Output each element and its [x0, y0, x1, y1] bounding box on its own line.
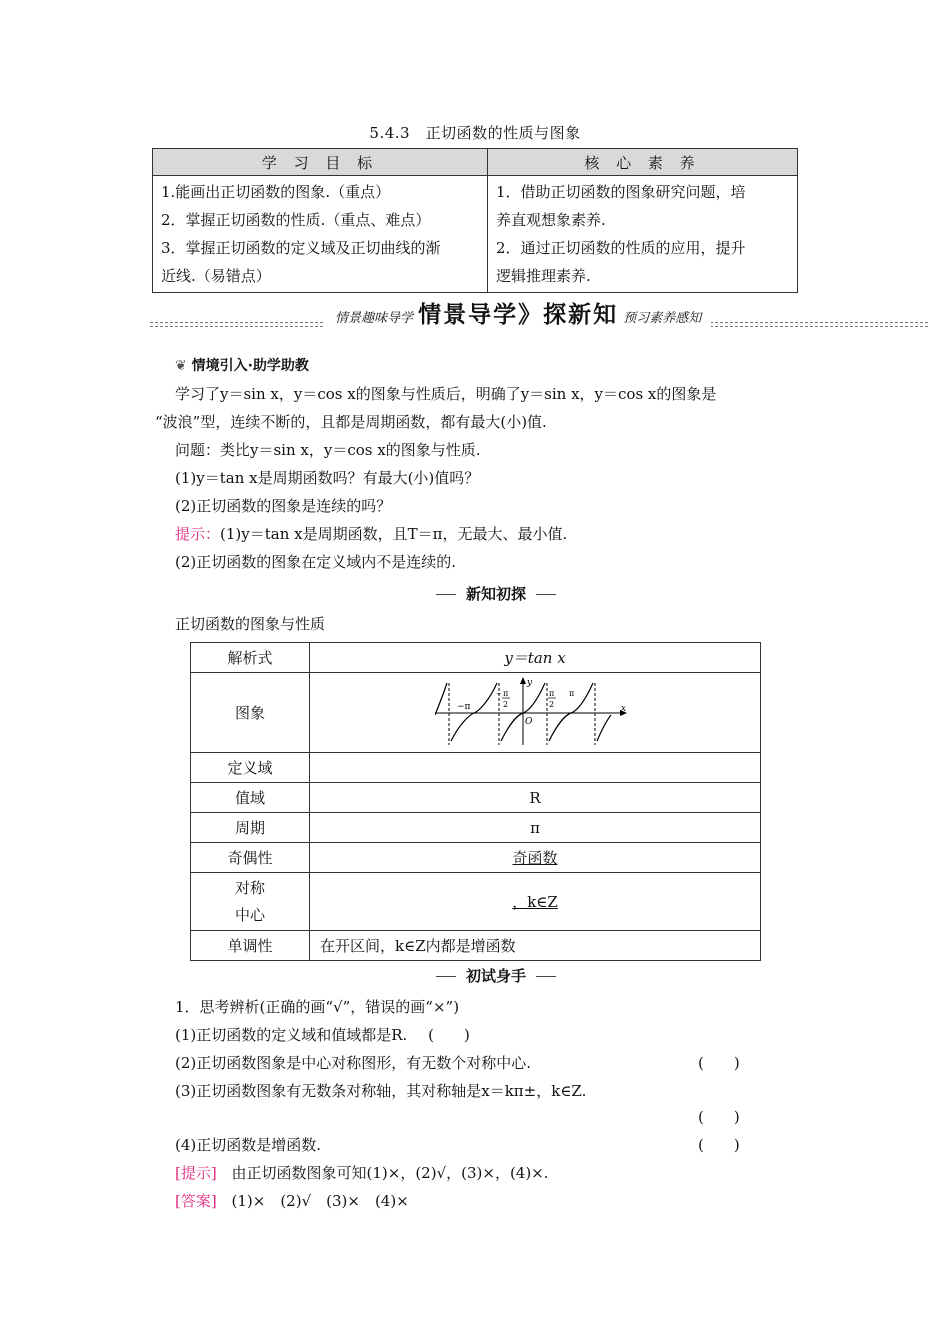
tangent-graph-cell	[310, 673, 761, 753]
hint-label: 提示：	[175, 525, 221, 543]
prop-key: 单调性	[191, 931, 310, 961]
pi-over-2-numerator: π	[549, 688, 555, 698]
tangent-branch	[451, 683, 497, 741]
intro-line: (2)正切函数的图象在定义域内不是连续的.	[175, 553, 457, 571]
prop-key: 图象	[191, 673, 310, 753]
banner-arrow-icon: 》	[518, 302, 544, 328]
goal-line: 近线.（易错点）	[161, 267, 271, 285]
quiz-hint: [提示] 由正切函数图象可知(1)×，(2)√，(3)×，(4)×.	[175, 1164, 549, 1182]
literacy-line: 养直观想象素养.	[496, 211, 606, 229]
goals-left-cell	[153, 176, 488, 293]
x-axis-label: x	[621, 703, 627, 714]
quiz-item: (4)正切函数是增函数.	[175, 1136, 322, 1154]
tangent-branch	[435, 683, 447, 715]
pi-label: π	[569, 688, 575, 698]
neg-sign-label: −	[496, 689, 502, 698]
prop-key: 周期	[191, 813, 310, 843]
goal-line: 3．掌握正切函数的定义域及正切曲线的渐	[161, 239, 441, 257]
pi-over-2-numerator: π	[503, 688, 509, 698]
prop-key: 值域	[191, 783, 310, 813]
goal-line: 2．掌握正切函数的性质.（重点、难点）	[161, 211, 431, 229]
banner-main-text: 情景导学	[418, 302, 519, 328]
hint-line: 提示：(1)y＝tan x是周期函数，且T＝π，无最大、最小值.	[175, 525, 568, 543]
tangent-graph	[435, 675, 635, 747]
literacy-line: 2．通过正切函数的性质的应用，提升	[496, 239, 746, 257]
pi-over-2-denominator: 2	[549, 699, 555, 709]
intro-line: “波浪”型，连续不断的，且都是周期函数，都有最大(小)值.	[155, 413, 547, 431]
prop-key: 解析式	[191, 643, 310, 673]
goals-header-left: 学 习 目 标	[153, 149, 488, 176]
prop-value: y＝tan x	[310, 643, 761, 673]
section-title: 5.4.3 正切函数的性质与图象	[369, 124, 581, 142]
prop-value	[310, 753, 761, 783]
banner-left-text: 情景趣味导学	[335, 311, 414, 326]
leaf-icon: ❦	[175, 358, 187, 374]
first-try-tag: 初试身手	[436, 966, 556, 986]
quiz-item: (2)正切函数图象是中心对称图形，有无数个对称中心.	[175, 1054, 532, 1072]
banner-right-text: 预习素养感知	[623, 311, 702, 326]
prop-value: R	[310, 783, 761, 813]
answer-paren: ( )	[698, 1054, 740, 1072]
goals-table	[152, 148, 798, 293]
answer-paren: ( )	[698, 1136, 740, 1154]
section-banner	[150, 298, 928, 330]
goals-right-cell	[488, 176, 798, 293]
quiz-item: (1)正切函数的定义域和值域都是R. ( )	[175, 1026, 470, 1044]
y-axis-label: y	[527, 677, 533, 688]
intro-line: 学习了y＝sin x，y＝cos x的图象与性质后，明确了y＝sin x，y＝cos x的图象是	[175, 385, 717, 403]
prop-value: 在开区间，k∈Z内都是增函数	[310, 931, 761, 961]
prop-key: 定义域	[191, 753, 310, 783]
goals-header-right: 核 心 素 养	[488, 149, 798, 176]
prop-value: π	[310, 813, 761, 843]
prop-key: 对称 中心	[191, 873, 310, 931]
y-axis-arrow-icon	[520, 677, 526, 684]
quiz-answer: [答案] (1)× (2)√ (3)× (4)×	[175, 1192, 409, 1210]
symmetry-center-answer: ，k∈Z	[512, 893, 558, 911]
answer-label: [答案]	[175, 1192, 217, 1210]
hint-label: [提示]	[175, 1164, 217, 1182]
origin-label: O	[525, 716, 533, 727]
properties-table	[190, 642, 761, 961]
prop-value	[310, 873, 761, 931]
intro-heading: ❦ 情境引入·助学助教	[175, 358, 309, 374]
intro-line: (2)正切函数的图象是连续的吗？	[175, 497, 392, 515]
literacy-line: 1．借助正切函数的图象研究问题，培	[496, 183, 746, 201]
new-knowledge-tag: 新知初探	[436, 584, 556, 604]
tangent-branch	[597, 715, 611, 741]
prop-value	[310, 843, 761, 873]
quiz-question: 1．思考辨析(正确的画“√”，错误的画“×”)	[175, 998, 460, 1016]
table-caption: 正切函数的图象与性质	[175, 615, 326, 633]
banner-main-text-2: 探新知	[543, 302, 619, 328]
answer-paren: ( )	[698, 1108, 740, 1126]
intro-line: (1)y＝tan x是周期函数吗？有最大(小)值吗？	[175, 469, 480, 487]
answer-paren: ( )	[428, 1026, 470, 1044]
quiz-item: (3)正切函数图象有无数条对称轴，其对称轴是x＝kπ±，k∈Z.	[175, 1082, 587, 1100]
goal-line: 1.能画出正切函数的图象.（重点）	[161, 183, 391, 201]
intro-line: 问题：类比y＝sin x，y＝cos x的图象与性质.	[175, 441, 481, 459]
neg-pi-label: −π	[457, 701, 471, 712]
odd-function-answer: 奇函数	[512, 849, 558, 867]
literacy-line: 逻辑推理素养.	[496, 267, 591, 285]
pi-over-2-denominator: 2	[503, 699, 509, 709]
prop-key: 奇偶性	[191, 843, 310, 873]
